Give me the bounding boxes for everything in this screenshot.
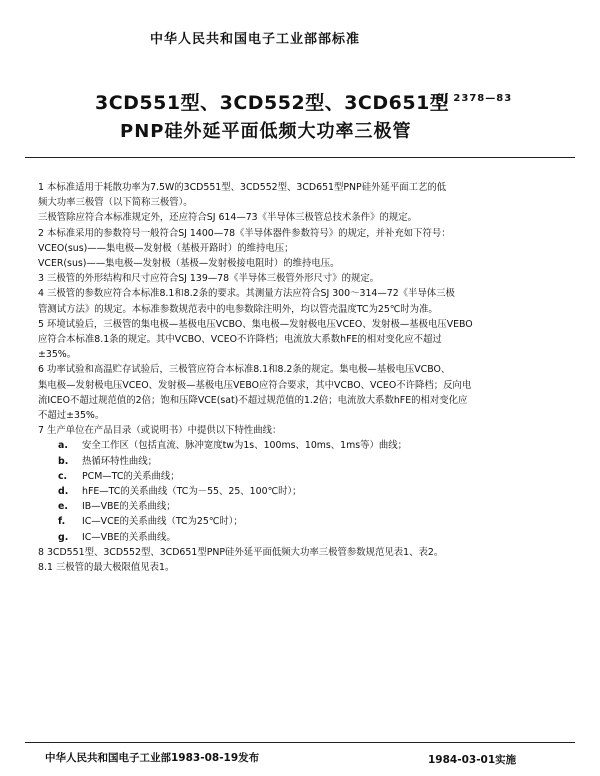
item-text: IB—VBE的关系曲线； [82,501,176,513]
body-line: VCER(sus)——集电极—发射极（基极—发射极接电阻时）的维持电压。 [38,258,340,270]
body-line: ±35%。 [38,349,77,361]
body-line: 频大功率三极管（以下简称三极管）。 [38,197,193,209]
item-text: PCM—TC的关系曲线； [82,470,180,482]
curve-item-d [38,484,578,499]
body-line: 2 本标准采用的参数符号一般符合SJ 1400—78《半导体器件参数符号》的规定，并补充如下符号： [38,227,451,239]
document-body [38,180,578,575]
effective-date: 1984-03-01实施 [428,754,517,766]
body-line: 6 功率试验和高温贮存试验后，三极管应符合本标准8.1和8.2条的规定。集电极—基极电压VCBO、 [38,364,451,376]
body-line: 管测试方法》的规定。本标准参数规范表中的电参数除注明外，均以管壳温度TC为25℃时为准。 [38,303,438,315]
item-letter: g. [58,531,69,543]
item-letter: b. [58,455,69,467]
document-title-line2: PNP硅外延平面低频大功率三极管 [120,121,412,142]
curve-item-e [38,499,578,514]
body-line: 应符合本标准8.1条的规定。其中VCBO、VCEO不许降档；电流放大系数hFE的相对变化应不超过 [38,334,442,346]
curve-item-a [38,438,578,453]
header-divider [25,157,575,158]
body-line: 流ICEO不超过规范值的2倍；饱和压降VCE(sat)不超过规范值的1.2倍；电流放大系数hFE的相对变化应 [38,394,468,406]
body-line: 3 三极管的外形结构和尺寸应符合SJ 139—78《半导体三极管外形尺寸》的规定。 [38,273,380,285]
item-text: IC—VBE的关系曲线。 [82,531,176,543]
curve-item-f [38,514,578,529]
item-text: 安全工作区（包括直流、脉冲宽度tw为1s、100ms、10ms、1ms等）曲线； [82,440,408,452]
body-line: 4 三极管的参数应符合本标准8.1和8.2条的要求。其测量方法应符合SJ 300～314—72《半导体三极 [38,288,455,300]
body-line: 三极管除应符合本标准规定外，还应符合SJ 614—73《半导体三极管总技术条件》的规定。 [38,212,418,224]
body-line: 集电极—发射极电压VCEO、发射极—基极电压VEBO应符合要求，其中VCBO、VCEO不许降档；反向电 [38,379,472,391]
item-letter: c. [58,470,68,482]
item-text: hFE—TC的关系曲线（TC为－55、25、100℃时）； [82,486,302,498]
issuing-authority: 中华人民共和国电子工业部部标准 [150,32,361,47]
body-line: 7 生产单位在产品目录（或说明书）中提供以下特性曲线： [38,425,282,437]
body-line: 8.1 三极管的最大极限值见表1。 [38,562,175,574]
item-letter: d. [58,486,69,498]
body-line: 不超过±35%。 [38,410,105,422]
body-line: 5 环境试验后，三极管的集电极—基极电压VCBO、集电极—发射极电压VCEO、发射极—基极电压VEBO [38,318,473,330]
item-letter: a. [58,440,68,452]
curve-item-b [38,454,578,469]
standard-number: SJ 2378—83 [436,93,513,104]
item-letter: f. [58,516,66,528]
document-title-line1: 3CD551型、3CD552型、3CD651型 [95,92,450,114]
item-text: 热循环特性曲线； [82,455,158,467]
footer-divider [25,742,575,743]
curve-item-g [38,530,578,545]
body-line: 1 本标准适用于耗散功率为7.5W的3CD551型、3CD552型、3CD651型PNP硅外延平面工艺的低 [38,182,447,193]
issue-date: 中华人民共和国电子工业部1983-08-19发布 [45,752,260,764]
body-line: VCEO(sus)——集电极—发射极（基极开路时）的维持电压； [38,242,294,254]
body-line: 8 3CD551型、3CD552型、3CD651型PNP硅外延平面低频大功率三极管参数规范见表1、表2。 [38,546,444,558]
item-letter: e. [58,501,68,513]
item-text: IC—VCE的关系曲线（TC为25℃时）； [82,516,243,528]
curve-item-c [38,469,578,484]
